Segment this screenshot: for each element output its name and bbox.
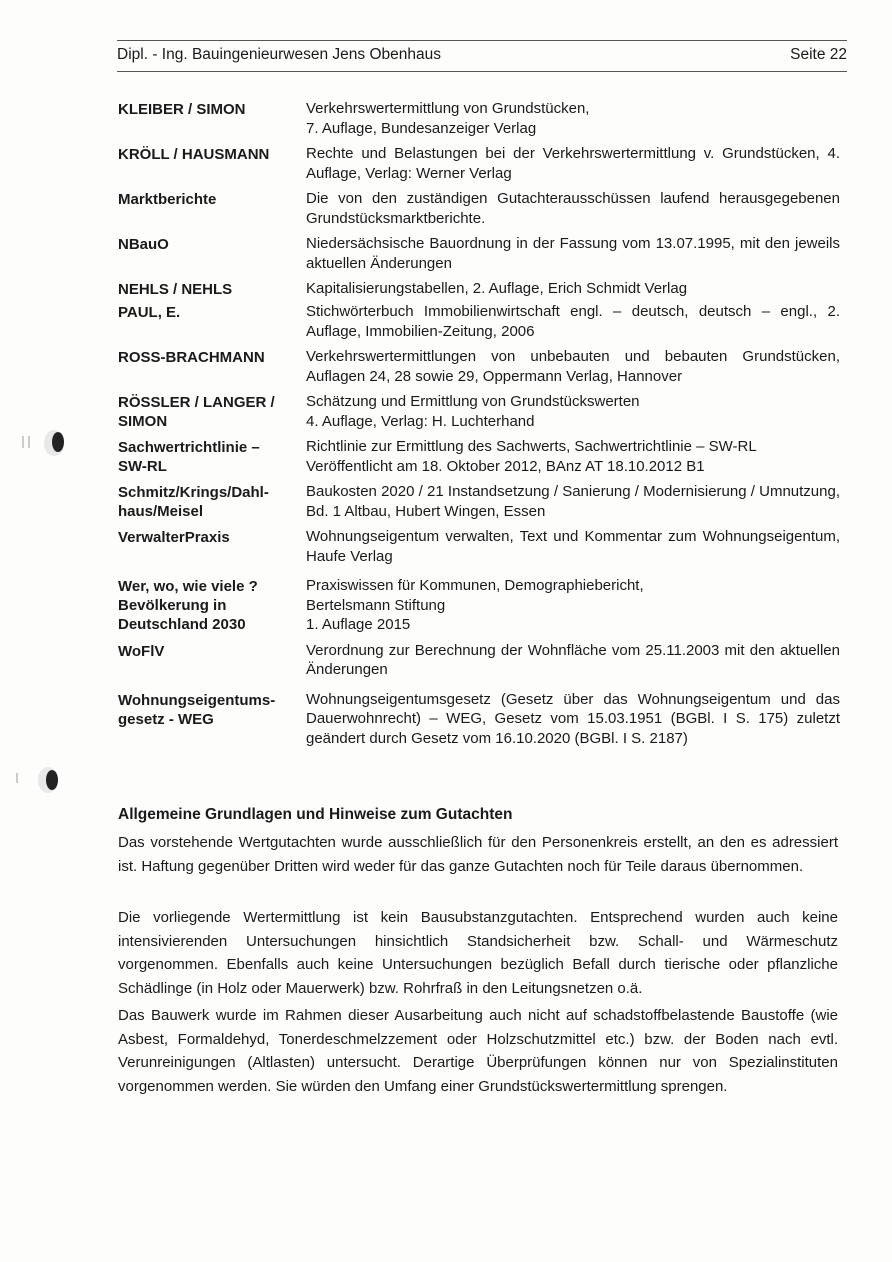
reference-entry (118, 392, 840, 431)
scan-mark (16, 773, 18, 783)
reference-text: Baukosten 2020 / 21 Instandsetzung / Sanierung / Modernisierung / Umnutzung, Bd. 1 Altbau, Hubert Wingen, Essen (306, 483, 840, 520)
reference-text: Niedersächsische Bauordnung in der Fassung vom 13.07.1995, mit den jeweils aktuellen Änderungen (306, 235, 840, 272)
reference-entry (118, 527, 840, 566)
reference-key: NEHLS / NEHLS (118, 281, 233, 298)
reference-entry (118, 189, 840, 228)
reference-text: Verordnung zur Berechnung der Wohnfläche vom 25.11.2003 mit den aktuellen Änderungen (306, 641, 840, 678)
reference-entry (118, 302, 840, 341)
reference-entry (118, 234, 840, 273)
reference-text: Wohnungseigentum verwalten, Text und Kommentar zum Wohnungseigentum, Haufe Verlag (306, 528, 840, 565)
paragraph: Das Bauwerk wurde im Rahmen dieser Ausarbeitung auch nicht auf schadstoffbelastende Baustoffe (wie Asbest, Formaldehyd, Tonerdeschmelzzement oder Holzschutzmittel etc.) bzw. der Boden nach evtl. Verunreinigungen (Altlasten) untersucht. Derartige Überprüfungen können nur von Spezialinstituten vorgenommen werden. Sie würden den Umfang einer Grundstückswertermittlung sprengen. (118, 1007, 838, 1095)
reference-key: Schmitz/Krings/Dahl- haus/Meisel (118, 484, 269, 520)
scan-mark (28, 436, 30, 448)
reference-entry (118, 347, 840, 386)
reference-key: VerwalterPraxis (118, 529, 230, 546)
reference-key: NBauO (118, 236, 169, 253)
section-heading: Allgemeine Grundlagen und Hinweise zum Gutachten (118, 806, 513, 823)
reference-key: Wer, wo, wie viele ? Bevölkerung in Deutschland 2030 (118, 578, 258, 633)
reference-text: Rechte und Belastungen bei der Verkehrswertermittlung v. Grundstücken, 4. Auflage, Verlag: Werner Verlag (306, 145, 840, 182)
punch-hole (46, 770, 58, 790)
reference-entry (118, 641, 840, 680)
reference-entry (118, 576, 840, 635)
reference-key: ROSS-BRACHMANN (118, 349, 265, 366)
reference-key: Wohnungseigentums- gesetz - WEG (118, 691, 276, 728)
reference-entry (118, 690, 840, 749)
reference-key: WoFlV (118, 642, 165, 660)
reference-key: PAUL, E. (118, 304, 181, 321)
reference-key: RÖSSLER / LANGER / SIMON (118, 394, 275, 430)
scan-mark (22, 436, 24, 448)
reference-key: Sachwertrichtlinie – SW-RL (118, 439, 260, 475)
reference-entry (118, 437, 840, 476)
paragraph: Das vorstehende Wertgutachten wurde ausschließlich für den Personenkreis erstellt, an den es adressiert ist. Haftung gegenüber Dritten wird weder für das ganze Gutachten noch für Teile daraus übernommen. (118, 834, 838, 875)
reference-text: Wohnungseigentumsgesetz (Gesetz über das Wohnungseigentum und das Dauerwohnrecht) – WEG, Gesetz vom 15.03.1951 (BGBl. I S. 175) zuletzt geändert durch Gesetz vom 16.10.2020 (BGBl. I S. 2187) (306, 690, 840, 747)
reference-key: KRÖLL / HAUSMANN (118, 146, 270, 163)
reference-entry (118, 144, 840, 183)
reference-text: Verkehrswertermittlung von Grundstücken, 7. Auflage, Bundesanzeiger Verlag (306, 100, 590, 137)
reference-entry (118, 482, 840, 521)
reference-text: Praxiswissen für Kommunen, Demographiebericht, Bertelsmann Stiftung 1. Auflage 2015 (306, 577, 644, 633)
reference-entry (118, 99, 840, 138)
reference-list (118, 99, 840, 754)
punch-hole (52, 432, 64, 452)
reference-text: Kapitalisierungstabellen, 2. Auflage, Erich Schmidt Verlag (306, 280, 688, 297)
reference-text: Die von den zuständigen Gutachterausschüssen laufend herausgegebenen Grundstücksmarktberichte. (306, 190, 840, 227)
reference-key: Marktberichte (118, 191, 217, 208)
reference-entry (118, 279, 840, 299)
reference-text: Verkehrswertermittlungen von unbebauten und bebauten Grundstücken, Auflagen 24, 28 sowie 29, Oppermann Verlag, Hannover (306, 348, 840, 385)
page-number: Seite 22 (790, 46, 847, 63)
reference-key: KLEIBER / SIMON (118, 101, 246, 118)
reference-text: Schätzung und Ermittlung von Grundstückswerten 4. Auflage, Verlag: H. Luchterhand (306, 393, 640, 430)
header-title: Dipl. - Ing. Bauingenieurwesen Jens Obenhaus (117, 46, 441, 63)
page-header (117, 40, 847, 72)
reference-text: Stichwörterbuch Immobilienwirtschaft engl. – deutsch, deutsch – engl., 2. Auflage, Immobilien-Zeitung, 2006 (306, 303, 840, 340)
paragraph: Die vorliegende Wertermittlung ist kein Bausubstanzgutachten. Entsprechend wurden auch keine intensivierenden Untersuchungen hinsichtlich Standsicherheit bzw. Schall- und Wärmeschutz vorgenommen. Ebenfalls auch keine Untersuchungen bezüglich Befall durch tierische oder pflanzliche Schädlinge (in Holz oder Mauerwerk) bzw. Rohrfraß in den Leitungsnetzen o.ä. (118, 909, 838, 997)
reference-text: Richtlinie zur Ermittlung des Sachwerts, Sachwertrichtlinie – SW-RL Veröffentlicht am 18. Oktober 2012, BAnz AT 18.10.2012 B1 (306, 438, 757, 475)
